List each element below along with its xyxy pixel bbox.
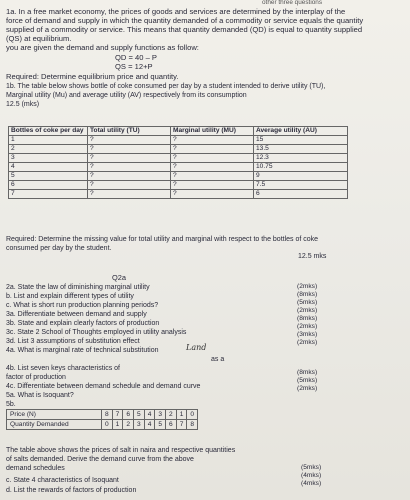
- q1b-line-2: Marginal utility (Mu) and average utility (AV) respectively from its consumption: [6, 92, 247, 99]
- price-row: [7, 410, 198, 420]
- q2-item: factor of production: [6, 374, 66, 381]
- cell: 8: [102, 410, 113, 420]
- cell: 1: [9, 136, 88, 145]
- cell: 7: [112, 410, 123, 420]
- cell: 2: [9, 145, 88, 154]
- cell: 1: [112, 420, 123, 430]
- q5c: c. State 4 characteristics of Isoquant: [6, 477, 119, 484]
- q5d: d. List the rewards of factors of production: [6, 487, 137, 494]
- price-label: Price (N): [7, 410, 102, 420]
- cell: 5: [155, 420, 166, 430]
- cell: ?: [171, 145, 254, 154]
- cell: 15: [254, 136, 348, 145]
- q5b-line-2: of salts demanded. Derive the demand curve from the above: [6, 456, 194, 463]
- q1a-required: Required: Determine equilibrium price and quantity.: [6, 72, 179, 81]
- mark: (4mks): [301, 472, 322, 479]
- table-row: [9, 190, 348, 199]
- mark: (2mks): [297, 307, 318, 314]
- q1a-line-2: force of demand and supply in which the quantity demanded of a commodity or service equals the quantity: [6, 16, 364, 25]
- quantity-label: Quantity Demanded: [7, 420, 102, 430]
- q2-heading: Q2a: [112, 273, 126, 282]
- mark: (5mks): [297, 377, 318, 384]
- handwritten-annotation: Land: [186, 343, 207, 352]
- q2-item: 3c. State 2 School of Thoughts employed in utility analysis: [6, 329, 187, 336]
- q1b-marks: 12.5 mks: [298, 253, 327, 260]
- cell: ?: [88, 154, 171, 163]
- table-row: [9, 163, 348, 172]
- q1a-line-3: supplied of a commodity or service. This means that quantity demanded (QD) is equal to quantity supplied: [6, 25, 363, 34]
- cell: 0: [187, 410, 198, 420]
- q2-item: 2a. State the law of diminishing marginal utility: [6, 284, 150, 291]
- q1b-line-1: 1b. The table below shows bottle of coke consumed per day by a student intended to derive utility (TU),: [6, 83, 326, 90]
- cell: 6: [9, 181, 88, 190]
- cell: ?: [171, 136, 254, 145]
- q1a-line-5: you are given the demand and supply functions as follow:: [6, 43, 199, 52]
- q2-item: 3a. Differentiate between demand and supply: [6, 311, 147, 318]
- supply-function: QS = 12+P: [115, 62, 153, 71]
- cell: ?: [88, 163, 171, 172]
- cell: 3: [134, 420, 145, 430]
- cell: 7: [176, 420, 187, 430]
- q2-item: c. What is short run production planning periods?: [6, 302, 159, 309]
- marks-column: [297, 283, 317, 347]
- q1b-line-3: 12.5 (mks): [6, 101, 40, 108]
- q2-item: b. List and explain different types of utility: [6, 293, 134, 300]
- demand-schedule-table: [6, 409, 198, 430]
- q2-item: 4b. List seven keys characteristics of: [6, 365, 120, 372]
- mark: (8mks): [297, 315, 318, 322]
- cell: 2: [123, 420, 134, 430]
- cell: 2: [166, 410, 177, 420]
- table-row: [9, 181, 348, 190]
- table-row: [9, 154, 348, 163]
- cell: ?: [171, 181, 254, 190]
- mark: (3mks): [297, 331, 318, 338]
- cell: 3: [155, 410, 166, 420]
- mark: (8mks): [297, 369, 318, 376]
- q1b-required-2: consumed per day by the student.: [6, 245, 112, 252]
- mark: (4mks): [301, 480, 322, 487]
- cell: 12.3: [254, 154, 348, 163]
- cell: 6: [166, 420, 177, 430]
- cell: ?: [171, 190, 254, 199]
- q2-item: 5a. What is Isoquant?: [6, 392, 74, 399]
- mark: (5mks): [301, 464, 322, 471]
- table-row: [9, 172, 348, 181]
- cell: 4: [144, 420, 155, 430]
- cell: 5: [9, 172, 88, 181]
- mark: (8mks): [297, 291, 318, 298]
- q1b-required-1: Required: Determine the missing value for total utility and marginal with respect to the bottles of coke: [6, 236, 319, 243]
- table-row: [9, 145, 348, 154]
- mark: (5mks): [297, 299, 318, 306]
- cell: 5: [134, 410, 145, 420]
- mark: (2mks): [297, 339, 318, 346]
- col-marginal-utility: Marginal utility (MU): [171, 127, 254, 136]
- top-snippet: other three questions: [262, 0, 323, 6]
- col-total-utility: Total utility (TU): [88, 127, 171, 136]
- mark: (2mks): [297, 323, 318, 330]
- q5b-line-1: The table above shows the prices of salt in naira and respective quantities: [6, 447, 236, 454]
- cell: 9: [254, 172, 348, 181]
- cell: 13.5: [254, 145, 348, 154]
- q5b-line-3: demand schedules: [6, 465, 65, 472]
- q2-item: 4a. What is marginal rate of technical substitution: [6, 347, 159, 354]
- q2-item: 3d. List 3 assumptions of substitution effect: [6, 338, 140, 345]
- cell: ?: [171, 163, 254, 172]
- cell: ?: [88, 136, 171, 145]
- cell: ?: [88, 145, 171, 154]
- quantity-row: [7, 420, 198, 430]
- cell: ?: [88, 181, 171, 190]
- col-average-utility: Average utility (AU): [254, 127, 348, 136]
- utility-table-header: [9, 127, 348, 136]
- q2-item: 4c. Differentiate between demand schedule and demand curve: [6, 383, 201, 390]
- cell: 10.75: [254, 163, 348, 172]
- demand-function: QD = 40 – P: [115, 53, 157, 62]
- col-bottles: Bottles of coke per day: [9, 127, 88, 136]
- mark: (2mks): [297, 283, 318, 290]
- q5-marks: [301, 464, 321, 488]
- cell: ?: [88, 190, 171, 199]
- cell: ?: [171, 172, 254, 181]
- cell: ?: [88, 172, 171, 181]
- cell: 6: [254, 190, 348, 199]
- cell: 0: [102, 420, 113, 430]
- q5b-label: 5b.: [6, 401, 16, 408]
- handwritten-suffix: as a: [211, 356, 225, 363]
- cell: 4: [9, 163, 88, 172]
- mark: (2mks): [297, 385, 318, 392]
- q2-item: 3b. State and explain clearly factors of production: [6, 320, 160, 327]
- utility-table: [8, 126, 348, 199]
- cell: 8: [187, 420, 198, 430]
- cell: 7: [9, 190, 88, 199]
- cell: 1: [176, 410, 187, 420]
- table-row: [9, 136, 348, 145]
- q1a-line-1: 1a. In a free market economy, the prices of goods and services are determined by the interplay of the: [6, 7, 346, 16]
- cell: 7.5: [254, 181, 348, 190]
- cell: 3: [9, 154, 88, 163]
- marks-column-2: [297, 369, 317, 393]
- cell: 6: [123, 410, 134, 420]
- cell: 4: [144, 410, 155, 420]
- cell: ?: [171, 154, 254, 163]
- q1a-line-4: (QS) at equilibrium.: [6, 34, 72, 43]
